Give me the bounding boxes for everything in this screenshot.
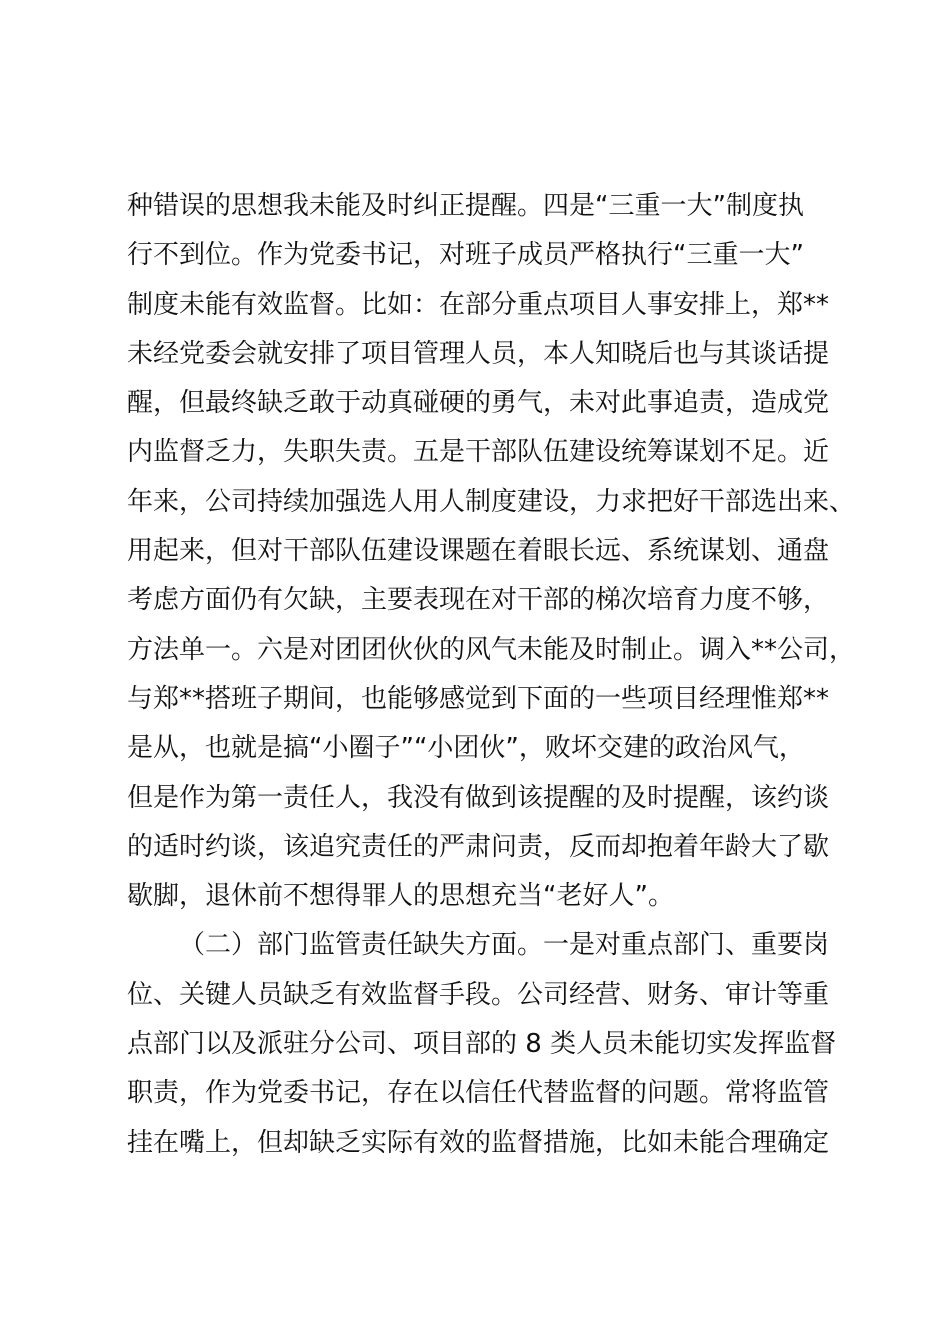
text-line: 但是作为第一责任人，我没有做到该提醒的及时提醒，该约谈: [127, 782, 830, 813]
text-line: 挂在嘴上，但却缺乏实际有效的监督措施，比如未能合理确定: [127, 1127, 830, 1158]
text-line: 用起来，但对干部队伍建设课题在着眼长远、系统谋划、通盘: [127, 536, 830, 567]
text-line: 行不到位。作为党委书记，对班子成员严格执行“三重一大”: [127, 240, 804, 271]
text-line: 种错误的思想我未能及时纠正提醒。四是“三重一大”制度执: [127, 191, 804, 221]
text-line: 歇脚，退休前不想得罪人的思想充当“老好人”。: [127, 881, 674, 912]
text-line: 醒，但最终缺乏敢于动真碰硬的勇气，未对此事追责，造成党: [127, 388, 830, 419]
text-line: 职责，作为党委书记，存在以信任代替监督的问题。常将监管: [127, 1078, 830, 1109]
text-line: 方法单一。六是对团团伙伙的风气未能及时制止。调入**公司，: [127, 634, 856, 665]
body-text: [127, 182, 867, 1168]
text-line: 未经党委会就安排了项目管理人员，本人知晓后也与其谈话提: [127, 338, 830, 369]
text-line: 制度未能有效监督。比如：在部分重点项目人事安排上，郑**: [127, 289, 830, 320]
section-heading-line: （二）部门监管责任缺失方面。一是对重点部门、重要岗: [179, 930, 830, 961]
text-line: 与郑**搭班子期间，也能够感觉到下面的一些项目经理惟郑**: [127, 683, 830, 714]
text-line: 是从，也就是搞“小圈子”“小团伙”，败坏交建的政治风气，: [127, 733, 805, 764]
text-line: 点部门以及派驻分公司、项目部的 8 类人员未能切实发挥监督: [127, 1029, 837, 1060]
text-line: 的适时约谈，该追究责任的严肃问责，反而却抱着年龄大了歇: [127, 831, 830, 862]
text-line: 内监督乏力，失职失责。五是干部队伍建设统筹谋划不足。近: [127, 437, 830, 468]
text-line: 考虑方面仍有欠缺，主要表现在对干部的梯次培育力度不够，: [127, 585, 830, 616]
text-line: 年来，公司持续加强选人用人制度建设，力求把好干部选出来、: [127, 486, 856, 517]
text-line: 位、关键人员缺乏有效监督手段。公司经营、财务、审计等重: [127, 979, 830, 1010]
